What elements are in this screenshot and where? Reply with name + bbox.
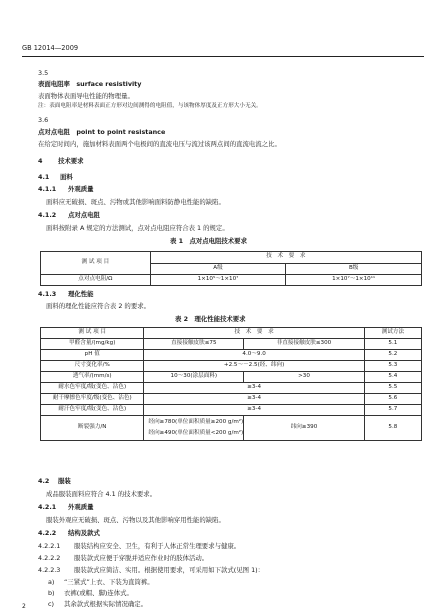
section-4-2-2-title: 结构及款式 (68, 529, 100, 537)
section-4-1-2-text: 面料按附录 A 规定的方法测试，点对点电阻应符合表 1 的规定。 (46, 224, 229, 232)
section-4-2-2-number: 4.2.2 (38, 529, 57, 537)
table-2-caption: 表 2 理化性能技术要求 (175, 315, 246, 323)
table-2-row-item: 耐汗色牢度/级(变色、沾色) (41, 405, 144, 416)
section-4-2-title: 服装 (58, 477, 71, 485)
table-2-row-item: 耐干摩擦色牢度/级(变色、沾色) (41, 394, 144, 405)
section-4-2-2-1-text: 服装结构应安全、卫生，有利于人体正常生理要求与健康。 (74, 542, 241, 550)
section-3-5-term: 表面电阻率 surface resistivity (38, 80, 142, 88)
section-3-5-number: 3.5 (38, 69, 49, 77)
table-2-tear-weft: 纬向≥390 (244, 416, 365, 441)
section-4-title: 技术要求 (58, 157, 84, 165)
table-2-row-req: ≥3-4 (144, 405, 364, 416)
table-2-row-req: ≥3-4 (144, 383, 364, 394)
table-2-row-item: 透气率/(mm/s) (41, 372, 144, 383)
section-4-1-1-number: 4.1.1 (38, 185, 57, 193)
table-1-header-requirement: 技 术 要 求 (150, 252, 421, 264)
list-item-b-text: 衣裤(或帽、脚)连体式。 (64, 589, 133, 597)
section-4-2-1-text: 服装外观应无破损、斑点、污物以及其他影响穿用性能的缺陷。 (46, 516, 225, 524)
section-4-2-1-number: 4.2.1 (38, 503, 57, 511)
table-2-tear-item: 断裂强力/N (41, 416, 144, 441)
table-2-row-method: 5.6 (364, 394, 421, 405)
list-item-b-marker: b) (48, 589, 55, 597)
table-1-caption: 表 1 点对点电阻技术要求 (170, 237, 247, 245)
section-4-2-2-1-number: 4.2.2.1 (38, 542, 61, 550)
list-item-a-marker: a) (48, 578, 55, 586)
table-2-header-requirement: 技 术 要 求 (144, 328, 364, 339)
table-1-header-item: 测 试 项 目 (41, 252, 151, 275)
table-2-row-method: 5.4 (364, 372, 421, 383)
table-2-row-method: 5.5 (364, 383, 421, 394)
section-4-2-2-2-text: 服装款式应便于穿脱并适应作业时的肢体活动。 (74, 554, 209, 562)
section-4-1-3-title: 理化性能 (68, 290, 94, 298)
section-3-6-number: 3.6 (38, 116, 49, 124)
section-4-1-2-number: 4.1.2 (38, 211, 57, 219)
table-2-row-item: 尺寸变化率/% (41, 361, 144, 372)
table-1-row-label: 点对点电阻/Ω (41, 275, 151, 286)
list-item-a-text: “三紧式”上衣、下装为直筒裤。 (64, 578, 154, 586)
standard-number: GB 12014—2009 (22, 44, 79, 52)
section-3-5-note: 注：表面电阻率是材料表面正方形对边间测得的电阻值，与该物体厚度及正方形大小无关。 (38, 103, 262, 109)
table-2-row-req: 4.0～9.0 (144, 350, 364, 361)
table-1-row-grade-a: 1×10⁵～1×10⁷ (150, 275, 286, 286)
section-4-2-2-3-text: 服装款式应简洁、实用。根据使用要求，可采用如下款式(见图 1)： (74, 566, 265, 574)
table-2-row-req1: 10～30(涂层面料) (144, 372, 244, 383)
list-item-c-marker: c) (48, 600, 55, 608)
table-2-row-method: 5.7 (364, 405, 421, 416)
table-2-row-req2: >30 (244, 372, 365, 383)
section-4-1-3-number: 4.1.3 (38, 290, 57, 298)
section-3-5-definition: 表面物体表面导电性能的物理量。 (38, 92, 134, 100)
list-item-c-text: 其余款式根据实际情况确定。 (64, 600, 148, 608)
table-2 (40, 327, 422, 441)
section-4-number: 4 (38, 157, 43, 165)
table-2-row-item: 耐水色牢度/级(变色、沾色) (41, 383, 144, 394)
section-4-2-1-title: 外观质量 (68, 503, 94, 511)
section-4-2-2-3-number: 4.2.2.3 (38, 566, 61, 574)
section-4-1-1-text: 面料应无破损、斑点、污物或其他影响面料防静电性能的缺陷。 (46, 198, 225, 206)
section-4-1-title: 面料 (60, 173, 73, 181)
table-2-tear-warp-light: 经向≥490(单位面积质量<200 g/m²) (148, 430, 244, 436)
section-4-2-text: 成品服装面料应符合 4.1 的技术要求。 (46, 490, 157, 498)
section-4-1-number: 4.1 (38, 173, 50, 181)
table-1 (40, 251, 422, 286)
table-2-tear-warp (144, 416, 244, 441)
table-2-tear-warp-heavy: 经向≥780(单位面积质量≥200 g/m²) (148, 419, 244, 425)
page-number: 2 (22, 603, 26, 610)
table-2-header-method: 测试方法 (364, 328, 421, 339)
header-rule (22, 56, 424, 57)
section-3-6-term: 点对点电阻 point to point resistance (38, 128, 166, 136)
section-4-1-1-title: 外观质量 (68, 185, 94, 193)
table-2-row-method: 5.1 (364, 339, 421, 350)
table-2-row-method: 5.2 (364, 350, 421, 361)
section-4-1-2-title: 点对点电阻 (68, 211, 100, 219)
table-2-row-req2: 非直接接触皮肤≤300 (244, 339, 365, 350)
table-1-header-grade-b: B级 (286, 263, 422, 275)
table-2-row-req: ≥3-4 (144, 394, 364, 405)
table-1-header-grade-a: A级 (150, 263, 286, 275)
table-2-tear-method: 5.8 (364, 416, 421, 441)
table-1-row-grade-b: 1×10⁷～1×10¹¹ (286, 275, 422, 286)
section-3-6-definition: 在给定时间内，施加材料表面两个电极间的直流电压与流过该两点间的直流电流之比。 (38, 140, 281, 148)
section-4-1-3-text: 面料的理化性能应符合表 2 的要求。 (46, 302, 150, 310)
table-2-header-item: 测 试 项 目 (41, 328, 144, 339)
table-2-row-req: +2.5～－2.5(经、纬向) (144, 361, 364, 372)
table-2-row-item: 甲醛含量/(mg/kg) (41, 339, 144, 350)
table-2-row-item: pH 值 (41, 350, 144, 361)
table-2-row-req1: 直接接触皮肤≤75 (144, 339, 244, 350)
section-4-2-2-2-number: 4.2.2.2 (38, 554, 61, 562)
section-4-2-number: 4.2 (38, 477, 50, 485)
table-2-row-method: 5.3 (364, 361, 421, 372)
